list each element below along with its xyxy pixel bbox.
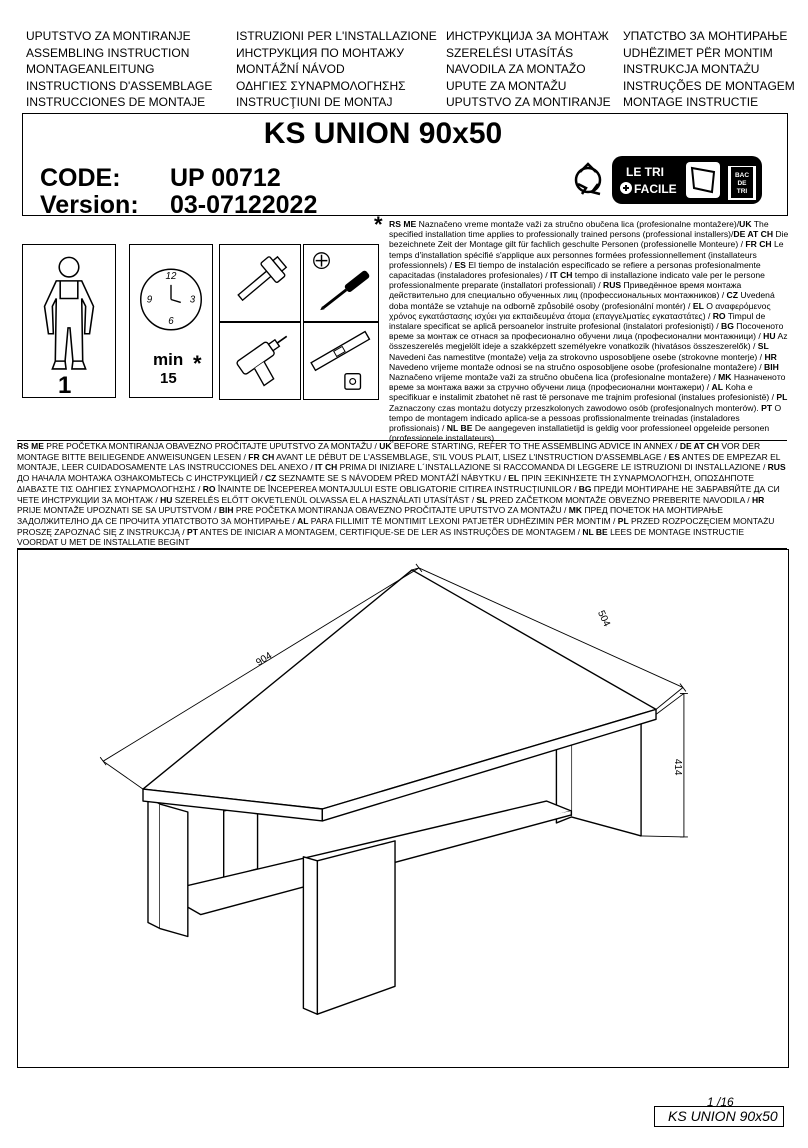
min-value: 15	[160, 370, 177, 387]
lang-code: RS ME Naznačeno vreme montaže važi za stručno obučena lica (profesionalne montažere)/	[389, 219, 740, 229]
header-title: ИНСТРУКЦИЈА ЗА МОНТАЖ	[446, 29, 609, 43]
product-drawing	[17, 549, 789, 1068]
header-title: INSTRUÇÕES DE MONTAGEM	[623, 78, 795, 93]
header-title: UDHËZIMET PËR MONTIM	[623, 45, 773, 60]
installation-time-note: RS ME Naznačeno vreme montaže važi za stručno obučena lica (profesionalne montažere)/UK The specified installation time applies to professionally trained persons (professional installers)/DE AT CH Die bezeichnete Zeit der Montage gilt für fachlich geschulte Personen (professionelle Monteure) / FR CH Le temps d'installation spécifié s'applique aux personnes formées professionnellement (installateurs professionnels) / ES El tiempo de instalación especificado se refiere a personas profesionalmente capacitadas (instaladores profesionales) / IT CH tempo di installazione indicato vale per le persone professionalmente preparate (installatori professionali) / RUS Приведённое время монтажа действительно для специально обученных лиц (профессиональных монтажников) / CZ Uvedená doba montáže se vztahuje na odborně způsobilé osoby (profesionální montér) / EL Ο αναφερόμενος χρόνος εγκατάστασης ισχύει για εκπαιδευμένα άτομα (επαγγελματίες εγκαταστάτες) / RO Timpul de instalare specificat se aplică persoanelor instruite profesional (instalatori profesioniști) / BG Посоченото време за монтаж се отнася за професионално обучени лица (професионални монтажници) / HU Az összeszerelés megjelölt ideje a szakképzett személyekre vonatkozik (hivatásos összeszerelők) / SL Navedeni čas namestitve (montaže) velja za strokovno usposobljene osebe (strokovne monterje) / HR Navedeno vrijeme montaže odnosi se na stručno osposobljene osobe (profesionalne montažere) / BIH Naznačeno vrijeme montaže važi za stručno obučena lica (profesionalne montažere) / MK Назначенoто време за монтажа важи за стручно обучени лица (професионални монтажери) / AL Koha e specifikuar e instalimit zbatohet në rast të personave me trajnim profesional (instalues profesionistë) / PL Zaznaczony czas montażu dotyczy przeszkolonych zawodowo osób (profesjonalnych monterów). PT O tempo de montagem indicado aplica-se a pessoas profissionalmente treinadas (instaladores profissionais) / NL BE De aangegeven installatietijd is geldig voor professioneel opgeleide personen (professionele installateurs).	[389, 219, 789, 444]
triman-recycle-logo	[568, 154, 764, 206]
drill-pictogram	[219, 322, 301, 400]
header-title: INSTRUCTIONS D'ASSEMBLAGE	[26, 78, 213, 93]
time-note-asterisk: *	[374, 212, 383, 237]
min-asterisk: *	[193, 351, 202, 376]
spirit-level-icon	[304, 323, 378, 399]
svg-text:TRI: TRI	[736, 188, 748, 195]
header-title: UPUTSTVO ZA MONTIRANJE	[446, 95, 611, 109]
footer-title: KS UNION 90x50	[668, 1108, 778, 1124]
hammer-pictogram	[219, 244, 301, 322]
screwdriver-icon	[304, 245, 378, 321]
triman-icon	[576, 164, 600, 194]
svg-text:9: 9	[146, 294, 153, 306]
header-title: ИНСТРУКЦИЯ ПО МОНТАЖУ	[236, 45, 404, 60]
header-titles-col-1	[26, 28, 212, 111]
read-instructions-note: RS ME PRE POČETKA MONTIRANJA OBAVEZNO PROČITAJTE UPUTSTVO ZA MONTAŽU / UK BEFORE STARTING, REFER TO THE ASSEMBLING ADVICE IN ANNEX / DE AT CH VOR DER MONTAGE BITTE BEILIEGENDE ANWEISUNGEN LESEN / FR CH AVANT LE DÉBUT DE L'ASSEMBLAGE, S'IL VOUS PLAIT, LISEZ L'INSTRUCTION D'ASSEMBLAGE / ES ANTES DE EMPEZAR EL MONTAJE, LEER CUIDADOSAMENTE LAS INSTRUCCIONES DEL ANEXO / IT CH PRIMA DI INIZIARE L´INSTALLAZIONE SI RACCOMANDA DI LEGGERE LE ISTRUZIONI DI INSTALLAZIONE / RUS ДО НАЧАЛА МОНТАЖА ОЗНАКОМЬТЕСЬ С ИНСТРУКЦИЕЙ / CZ SEZNAMTE SE S NÁVODEM PŘED MONTÁŽÍ NÁBYTKU / EL ΠΡΙΝ ΞΕΚΙΝΗΣΕΤΕ ΤΗ ΣΥΝΑΡΜΟΛΟΓΗΣΗ, ΟΠΩΣΔΗΠΟΤΕ ΔΙΑΒΑΣΤΕ ΤΙΣ ΟΔΗΓΙΕΣ ΣΥΝΑΡΜΟΛΟΓΗΣΗΣ / RO ÎNAINTE DE ÎNCEPEREA MONTAJULUI ESTE OBLIGATORIE CITIREA INSTRUCŢIUNILOR / BG ПРЕДИ МОНТИРАНЕ НЕ ЗАБРАВЯЙТЕ ДА СИ ЧЕТЕ ИНСТРУКЦИИ ЗА МОНТАЖ / HU SZERELÉS ELŐTT OKVETLENÜL OLVASSA EL A HASZNÁLATI UTASÍTÁST / SL PRED ZAČETKOM MONTAŽE OBVEZNO PREBERITE NAVODILA / HR PRIJE MONTAŽE UPOZNATI SE SA UPUTSTVOM / BIH PRE POČETKA MONTIRANJA OBAVEZNO PROČITAJTE UPUTSTVO ZA MONTAŽU / MK ПРЕД ПОЧЕТОК НА МОНТИРАЊЕ ЗАДОЛЖИТЕЛНО ДА СЕ ПРОЧИТА УПАТСТВОТО ЗА МОНТИРАЊЕ / AL PARA FILLIMIT TË MONTIMIT LEXONI PATJETËR UDHËZIMIN PËR MONTIM / PL PRZED ROZPOCZĘCIEM MONTAŻU PROSZĘ ZAPOZNAĆ SIĘ Z INSTRUKCJĄ / PT ANTES DE INICIAR A MONTAGEM, CERTIFIQUE-SE DE LER AS INSTRUÇÕES DE MONTAGEM / NL BE LEES DE MONTAGE INSTRUCTIE VOORDAT U MET DE INSTALLATIE BEGINT	[17, 441, 786, 548]
header-title: INSTRUCCIONES DE MONTAJE	[26, 95, 206, 109]
header-title: ISTRUZIONI PER L'INSTALLAZIONE	[236, 29, 437, 43]
header-titles-col-3	[446, 28, 611, 111]
svg-text:3: 3	[189, 294, 196, 306]
header-title: ASSEMBLING INSTRUCTION	[26, 45, 190, 60]
dimension-height: 414	[671, 758, 683, 776]
hammer-icon	[220, 245, 300, 321]
header-title: UPUTSTVO ZA MONTIRANJE	[26, 29, 191, 43]
version-value: 03-07122022	[170, 191, 318, 219]
recycle-line1: LE TRI	[626, 165, 664, 179]
persons-count: 1	[58, 372, 72, 399]
code-label: CODE:	[40, 164, 121, 192]
dimension-depth: 504	[595, 608, 612, 629]
page-number: 1 /16	[707, 1095, 734, 1109]
product-title: KS UNION 90x50	[263, 117, 503, 150]
svg-text:6: 6	[168, 315, 174, 327]
header-titles-col-4	[623, 28, 795, 111]
code-value: UP 00712	[170, 164, 281, 192]
version-label: Version:	[40, 191, 139, 219]
header-title: MONTAGE INSTRUCTIE	[623, 95, 759, 109]
dimension-width: 904	[254, 650, 275, 669]
svg-text:DE: DE	[737, 180, 747, 187]
header-title: MONTÁŽNÍ NÁVOD	[236, 62, 345, 76]
header-title: MONTAGEANLEITUNG	[26, 62, 155, 76]
header-title: INSTRUCŢIUNI DE MONTAJ	[236, 95, 393, 109]
svg-text:BAC: BAC	[734, 172, 750, 179]
min-label: min	[153, 350, 184, 369]
header-title: ΟΔΗΓΙΕΣ ΣΥΝΑΡΜΟΛΟΓΗΣΗΣ	[236, 78, 406, 93]
recycle-line2: FACILE	[634, 182, 677, 196]
header-title: SZERELÉSI UTASÍTÁS	[446, 45, 574, 60]
header-title: UPUTE ZA MONTAŽU	[446, 78, 567, 93]
drill-icon	[220, 323, 300, 399]
sorting-bin-icon	[728, 162, 756, 200]
header-title: NAVODILA ZA MONTAŽO	[446, 62, 586, 76]
screwdriver-pictogram	[303, 244, 379, 322]
coffee-table-drawing	[143, 570, 656, 1014]
header-title: УПАТСТВО ЗА МОНТИРАЊЕ	[623, 29, 788, 43]
header-title: INSTRUKCJA MONTAŻU	[623, 62, 760, 76]
tape-measure-icon	[345, 374, 361, 390]
svg-text:12: 12	[165, 271, 177, 283]
header-titles-col-2	[236, 28, 437, 111]
level-pictogram	[303, 322, 379, 400]
